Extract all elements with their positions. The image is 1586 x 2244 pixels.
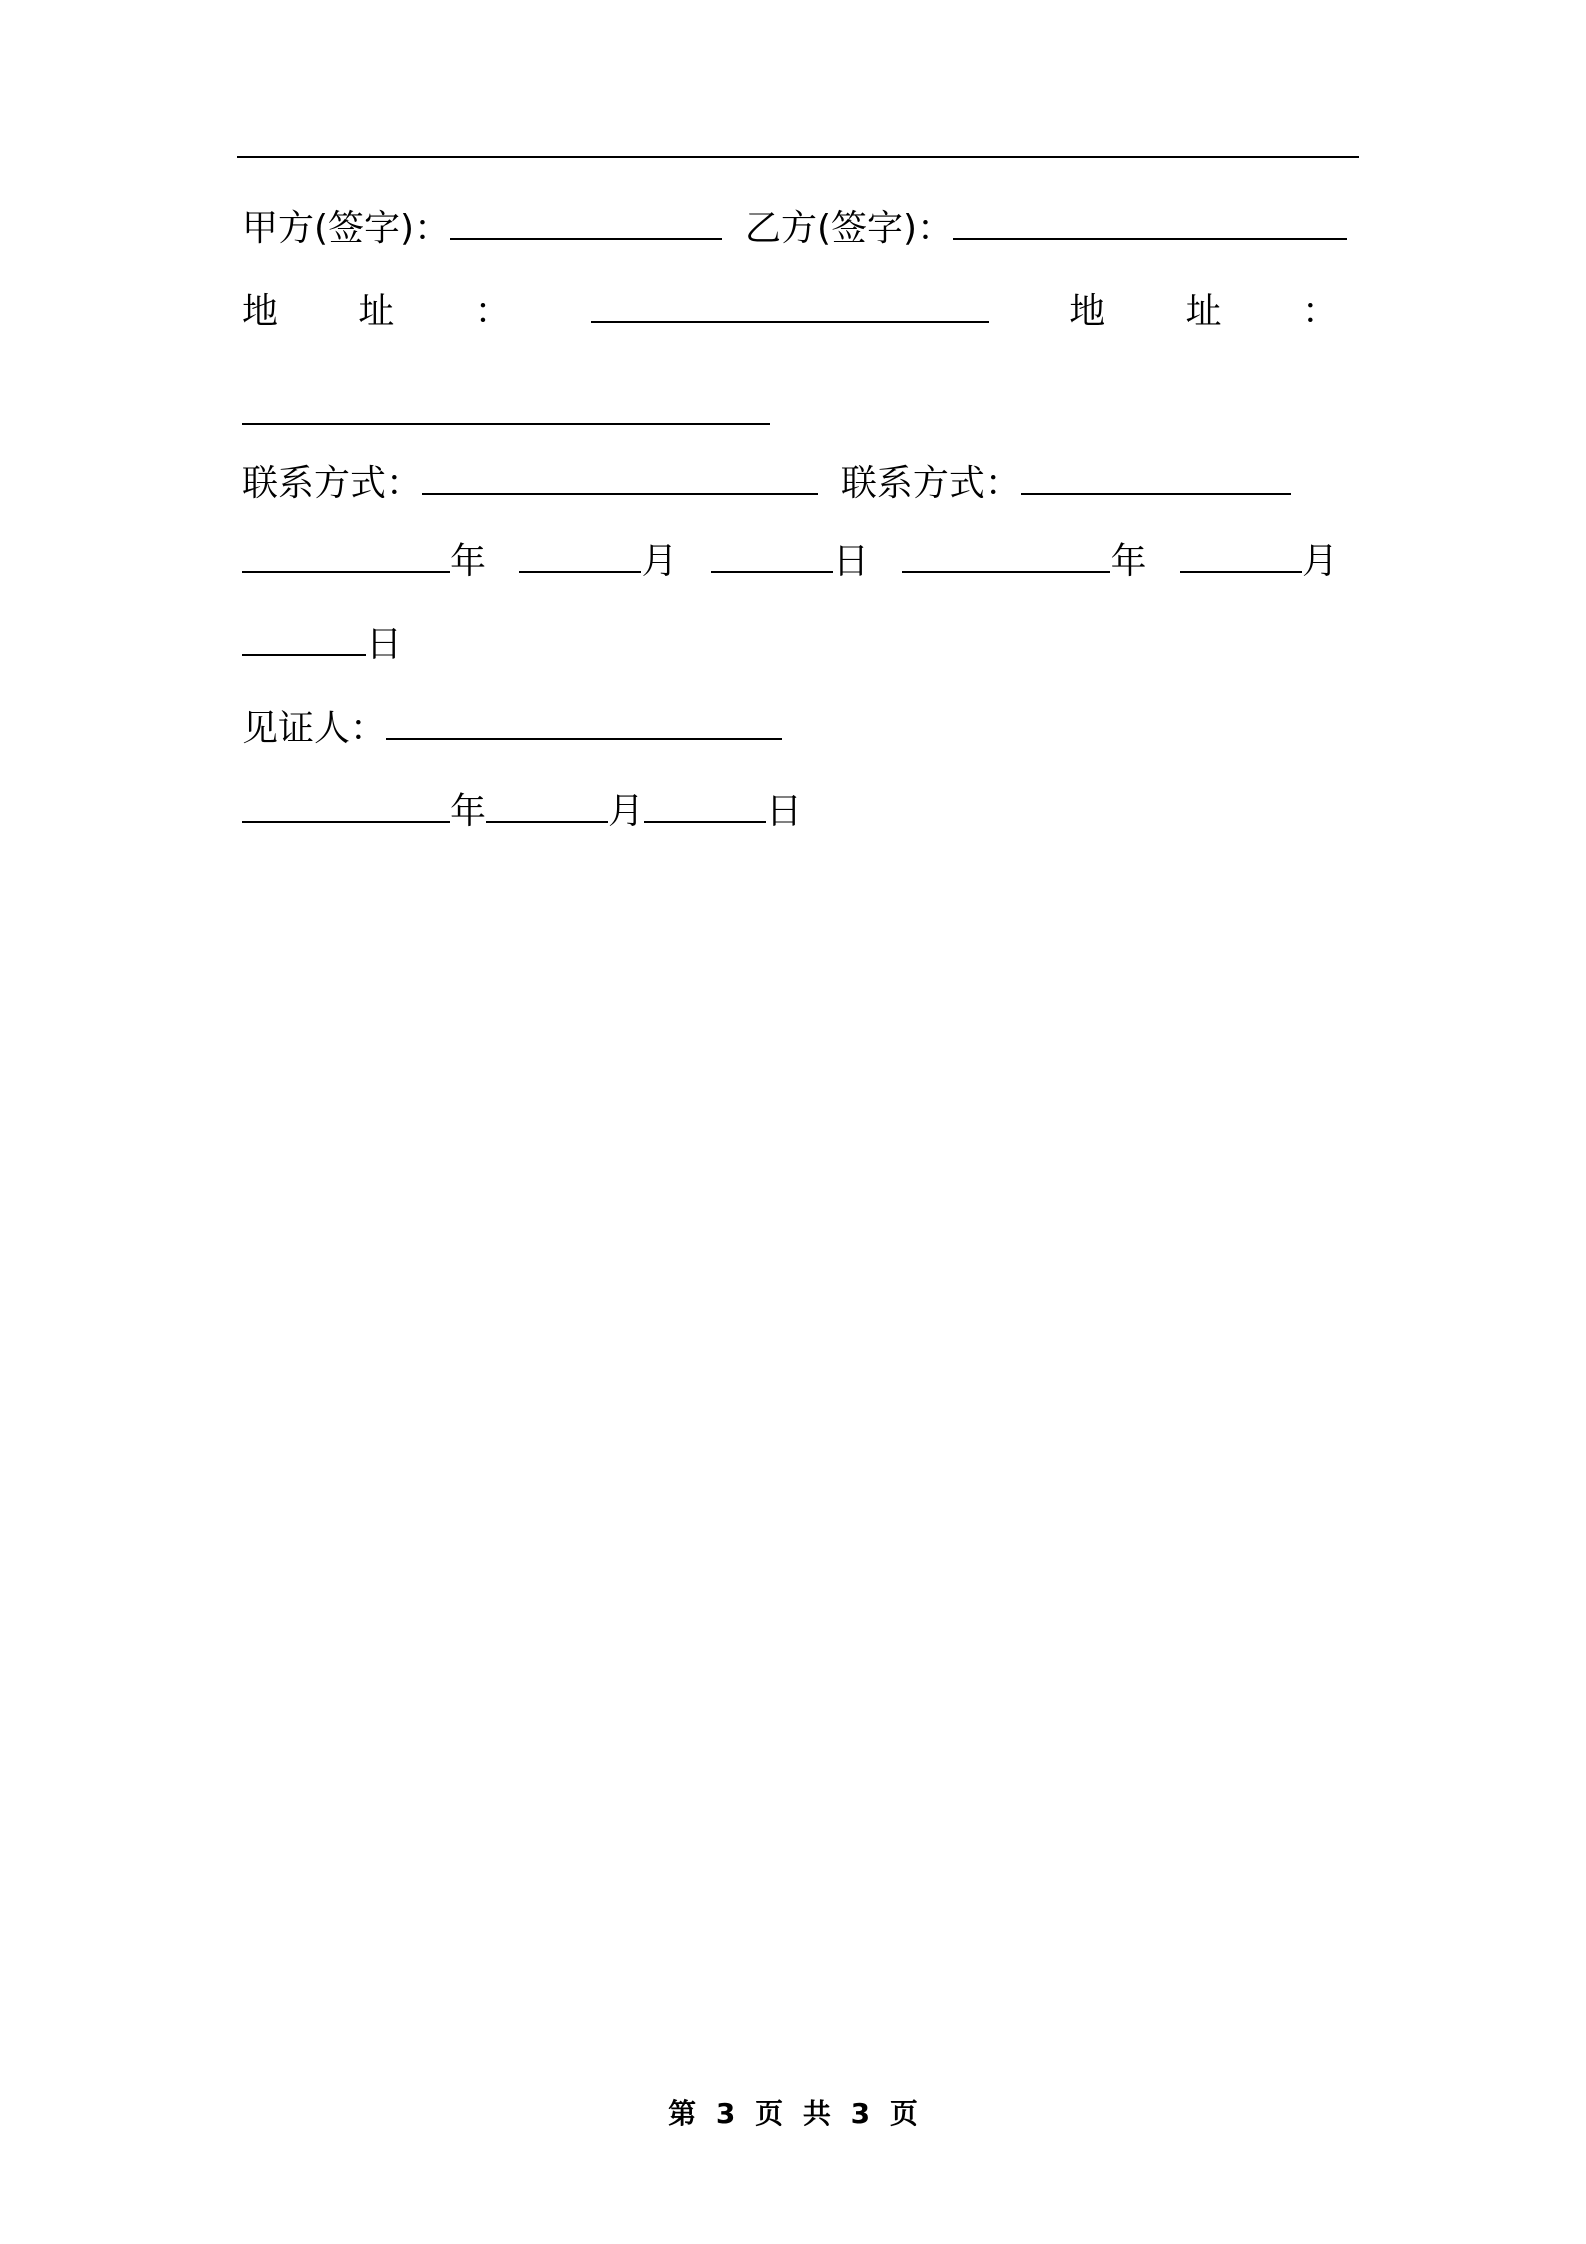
contact-row — [242, 460, 1291, 508]
date-a-month-label: 月 — [641, 541, 678, 582]
date-b-month-blank[interactable] — [1180, 541, 1302, 573]
address-a-char-2: 址 — [358, 291, 395, 332]
address-row — [242, 288, 1338, 336]
address-b-char-1: 地 — [1069, 291, 1106, 332]
address-b-colon: ： — [1301, 291, 1338, 332]
address-b-row — [242, 390, 770, 438]
party-a-sign-label: 甲方(签字)： — [242, 208, 451, 249]
date-b-year-label: 年 — [1110, 541, 1147, 582]
witness-month-blank[interactable] — [486, 791, 608, 823]
date-a-month-blank[interactable] — [519, 541, 641, 573]
date-b-day-row — [242, 621, 402, 669]
address-a-char-1: 地 — [242, 291, 279, 332]
witness-day-label: 日 — [766, 791, 803, 832]
party-b-sign-blank[interactable] — [953, 208, 1347, 240]
witness-date-row — [242, 788, 802, 836]
date-b-month-label: 月 — [1301, 541, 1338, 582]
contact-a-blank[interactable] — [422, 463, 818, 495]
witness-month-label: 月 — [608, 791, 645, 832]
witness-label: 见证人： — [242, 708, 387, 749]
date-a-year-blank[interactable] — [242, 541, 450, 573]
contact-b-blank[interactable] — [1021, 463, 1291, 495]
page-number-footer: 第 3 页 共 3 页 — [668, 2097, 918, 2130]
contact-a-label: 联系方式： — [242, 463, 423, 504]
address-b-char-2: 址 — [1185, 291, 1222, 332]
contact-b-label: 联系方式： — [840, 463, 1021, 504]
signature-row — [242, 205, 1347, 253]
witness-year-blank[interactable] — [242, 791, 450, 823]
date-b-year-blank[interactable] — [902, 541, 1110, 573]
party-a-sign-blank[interactable] — [450, 208, 722, 240]
witness-day-blank[interactable] — [644, 791, 766, 823]
date-a-day-blank[interactable] — [711, 541, 833, 573]
address-a-colon: ： — [474, 291, 511, 332]
date-row — [242, 538, 1338, 586]
date-b-day-label: 日 — [366, 624, 403, 665]
witness-year-label: 年 — [450, 791, 487, 832]
date-a-day-label: 日 — [832, 541, 869, 582]
date-b-day-blank[interactable] — [242, 624, 366, 656]
address-a-blank[interactable] — [591, 291, 989, 323]
witness-row — [242, 705, 782, 753]
date-a-year-label: 年 — [450, 541, 487, 582]
party-b-sign-label: 乙方(签字)： — [744, 208, 954, 249]
address-b-blank[interactable] — [242, 393, 770, 425]
witness-blank[interactable] — [386, 708, 782, 740]
header-rule — [237, 156, 1359, 158]
